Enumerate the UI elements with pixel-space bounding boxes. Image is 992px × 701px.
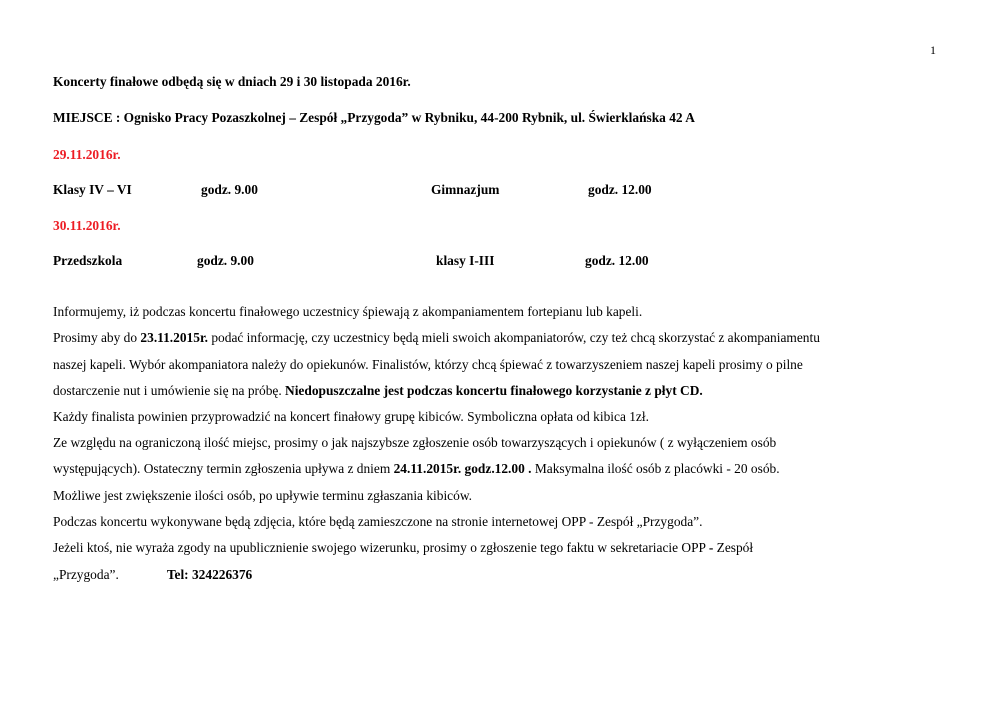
day2-time2: godz. 12.00: [585, 253, 649, 268]
day1-date: 29.11.2016r.: [53, 147, 121, 162]
body-line-2: [53, 330, 820, 346]
cd-warning: Niedopuszczalne jest podczas koncertu finałowego korzystanie z płyt CD.: [285, 383, 703, 398]
body-line-10: [53, 540, 753, 556]
body-line-4-text: dostarczenie nut i umówienie się na próbę.: [53, 383, 286, 398]
day1-time1: godz. 9.00: [201, 182, 258, 197]
body-line-8: Możliwe jest zwiększenie ilości osób, po upływie terminu zgłaszania kibiców.: [53, 488, 472, 503]
submission-date: 23.11.2015r.: [140, 330, 209, 345]
body-line-2-text: Prosimy aby do: [53, 330, 141, 345]
page-number: 1: [930, 43, 936, 57]
body-line-6: Ze względu na ograniczoną ilość miejsc, prosimy o jak najszybsze zgłoszenie osób towarzyszących i opiekunów ( z wyłączeniem osób: [53, 435, 777, 450]
body-line-10-rest: Zespół: [713, 540, 754, 555]
body-line-10-dash: -: [708, 540, 714, 555]
day1-time2: godz. 12.00: [588, 182, 652, 197]
body-line-3: naszej kapeli. Wybór akompaniatora należy do opiekunów. Finalistów, którzy chcą śpiewać z towarzyszeniem naszej kapeli prosimy o pilne: [53, 357, 803, 372]
body-line-7-text: występujących). Ostateczny termin zgłoszenia upływa z dniem: [53, 461, 394, 476]
day1-group2: Gimnazjum: [431, 182, 500, 197]
body-line-5: Każdy finalista powinien przyprowadzić na koncert finałowy grupę kibiców. Symboliczna opłata od kibica 1zł.: [53, 409, 649, 424]
body-line-10-text: Jeżeli ktoś, nie wyraża zgody na upublicznienie swojego wizerunku, prosimy o zgłoszenie tego faktu w sekretariacie OPP: [53, 540, 709, 555]
day1-group1: Klasy IV – VI: [53, 182, 132, 197]
day2-date: 30.11.2016r.: [53, 218, 121, 233]
body-line-11-text: „Przygoda”.: [53, 567, 119, 582]
venue-line: MIEJSCE : Ognisko Pracy Pozaszkolnej – Zespół „Przygoda” w Rybniku, 44-200 Rybnik, ul. Świerklańska 42 A: [53, 110, 695, 125]
body-line-7: [53, 461, 780, 477]
body-line-4: [53, 383, 703, 399]
heading: Koncerty finałowe odbędą się w dniach 29 i 30 listopada 2016r.: [53, 74, 411, 89]
body-line-1: Informujemy, iż podczas koncertu finałowego uczestnicy śpiewają z akompaniamentem fortepianu lub kapeli.: [53, 304, 643, 319]
body-line-9: Podczas koncertu wykonywane będą zdjęcia, które będą zamieszczone na stronie internetowej OPP - Zespół „Przygoda”.: [53, 514, 703, 529]
body-line-11: [53, 567, 252, 583]
day2-group1: Przedszkola: [53, 253, 123, 268]
day2-time1: godz. 9.00: [197, 253, 254, 268]
phone-number: Tel: 324226376: [166, 567, 253, 582]
body-line-7-rest: Maksymalna ilość osób z placówki - 20 osób.: [531, 461, 780, 476]
body-line-2-rest: podać informację, czy uczestnicy będą mieli swoich akompaniatorów, czy też chcą skorzystać z akompaniamentu: [208, 330, 820, 345]
deadline: 24.11.2015r. godz.12.00 .: [393, 461, 532, 476]
day2-group2: klasy I-III: [436, 253, 495, 268]
